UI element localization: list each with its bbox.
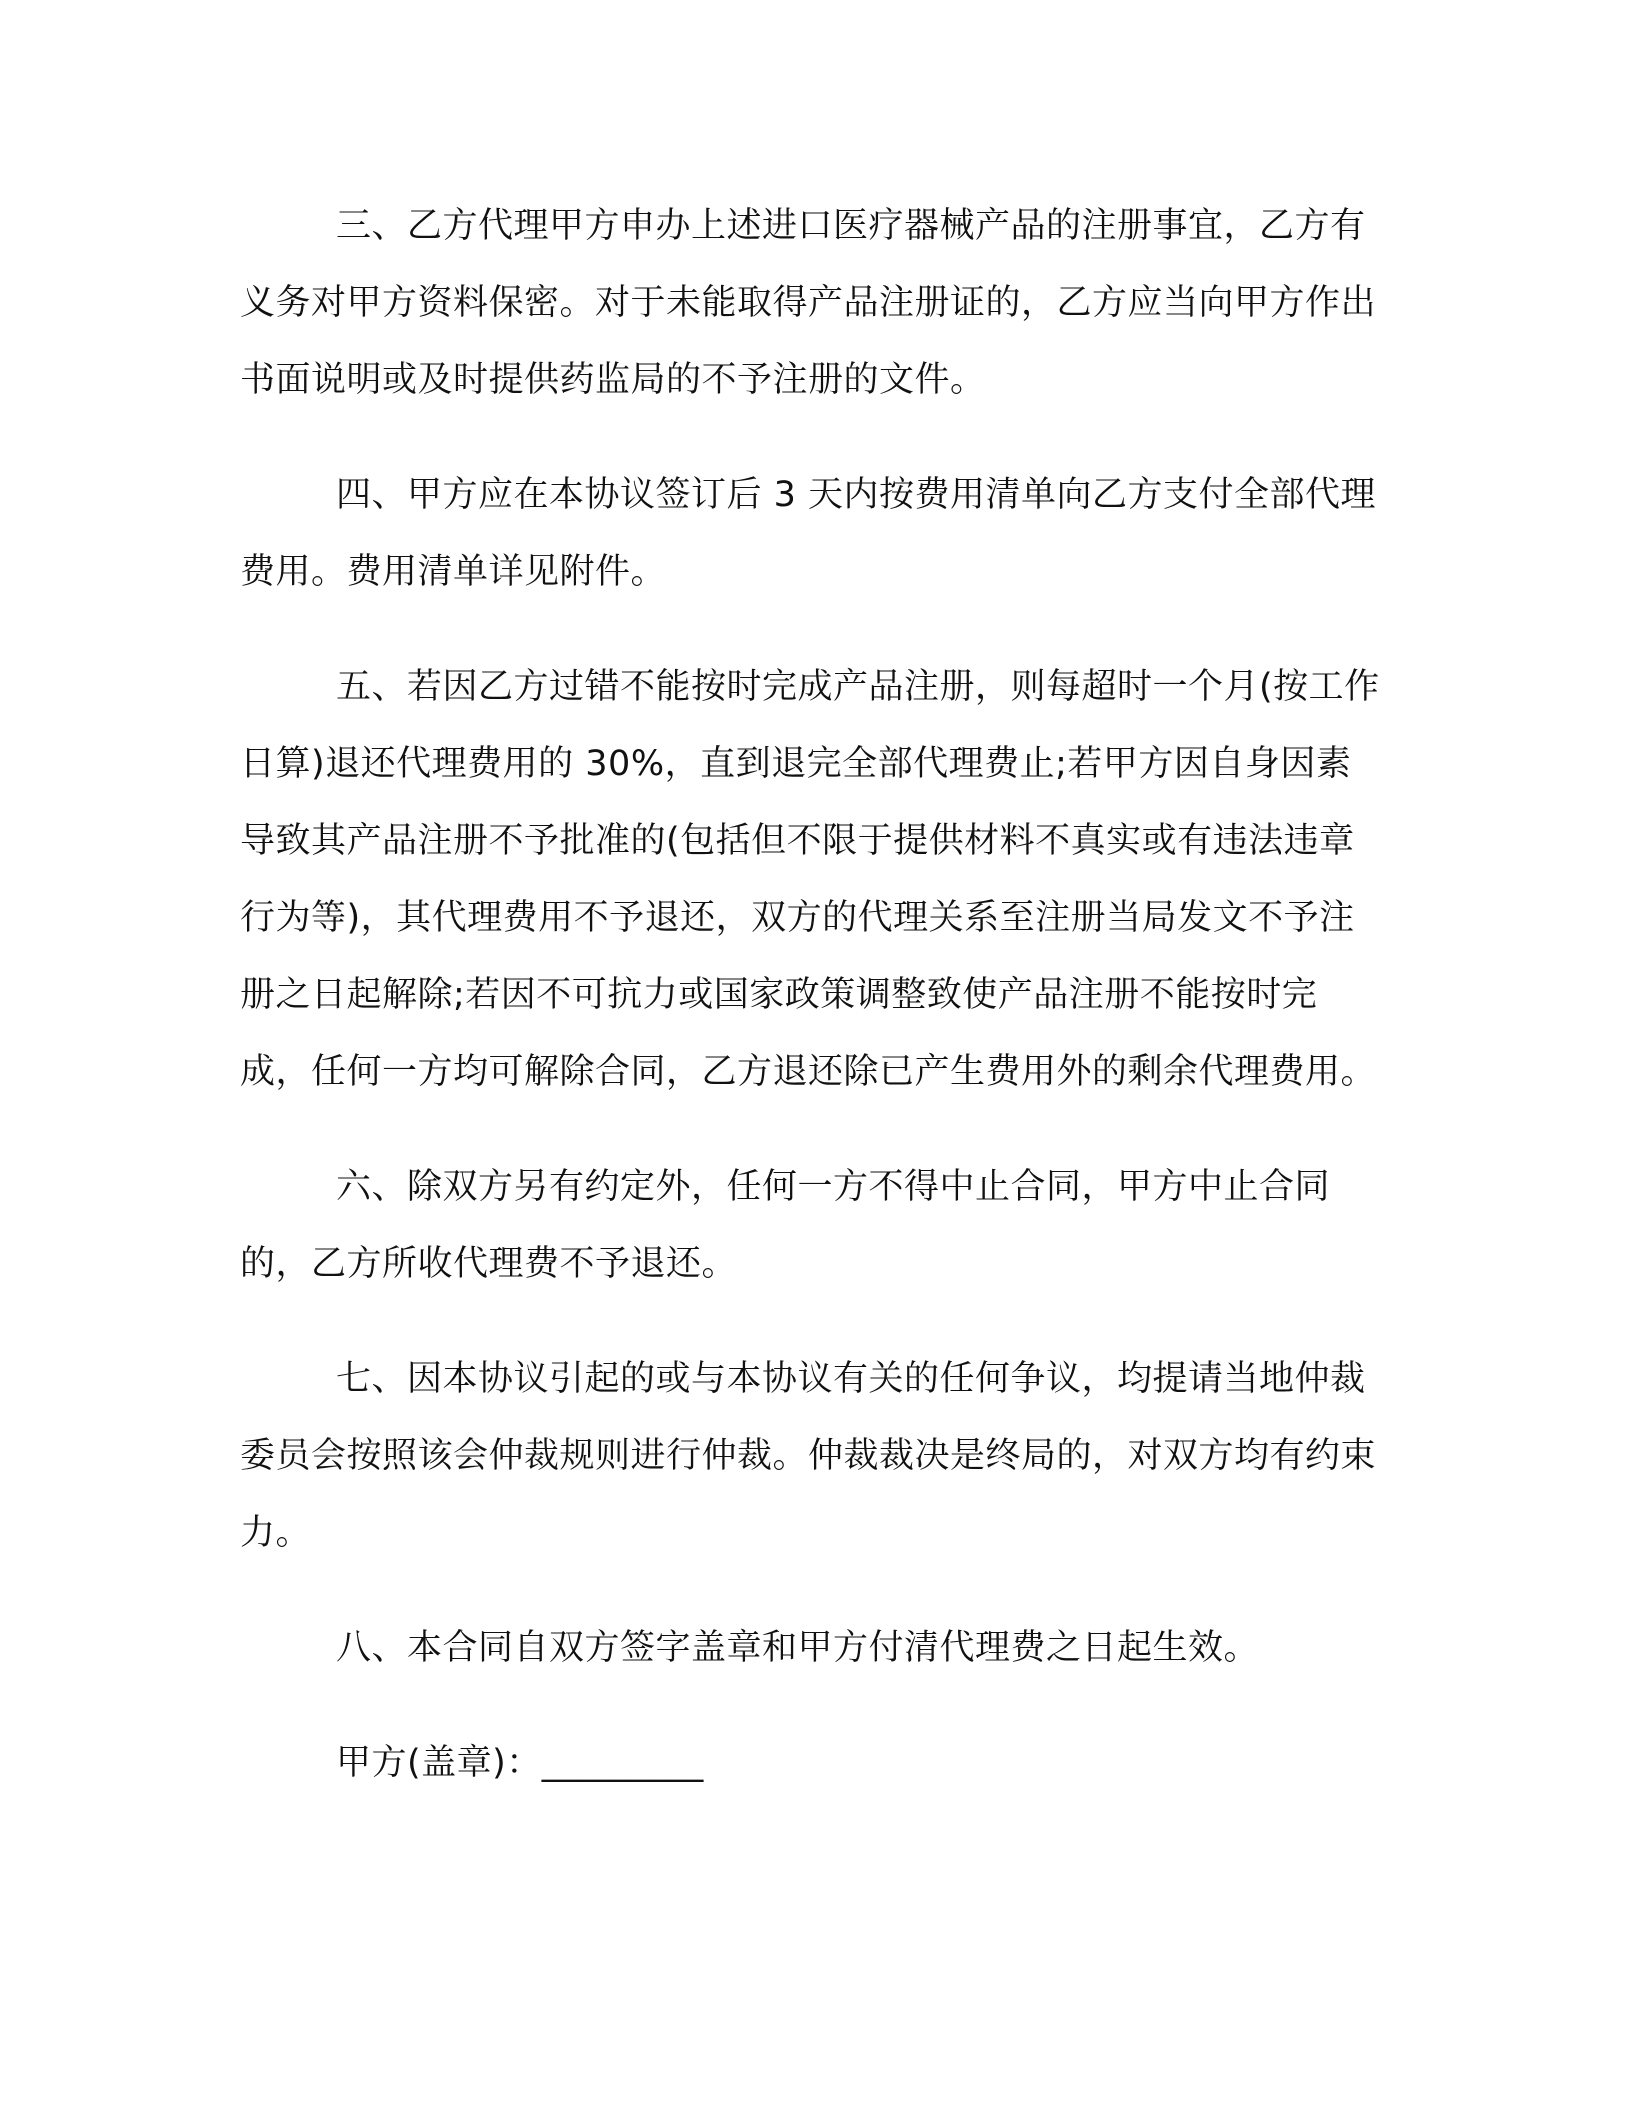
party-a-signature-line: 甲方(盖章)：_________ bbox=[336, 1743, 704, 1783]
clause-4: 四、甲方应在本协议签订后 3 天内按费用清单向乙方支付全部代理费用。费用清单详见附件。 bbox=[240, 475, 1377, 592]
clause-7: 七、因本协议引起的或与本协议有关的任何争议，均提请当地仲裁委员会按照该会仲裁规则进行仲裁。仲裁裁决是终局的，对双方均有约束力。 bbox=[240, 1359, 1377, 1553]
clause-6: 六、除双方另有约定外，任何一方不得中止合同，甲方中止合同的，乙方所收代理费不予退还。 bbox=[240, 1167, 1331, 1284]
clause-8: 八、本合同自双方签字盖章和甲方付清代理费之日起生效。 bbox=[336, 1628, 1260, 1668]
clause-3: 三、乙方代理甲方申办上述进口医疗器械产品的注册事宜，乙方有义务对甲方资料保密。对于未能取得产品注册证的，乙方应当向甲方作出书面说明或及时提供药监局的不予注册的文件。 bbox=[240, 206, 1377, 400]
clause-5: 五、若因乙方过错不能按时完成产品注册，则每超时一个月(按工作日算)退还代理费用的 30%，直到退完全部代理费止;若甲方因自身因素导致其产品注册不予批准的(包括但不限于提供材料不真实或有违法违章行为等)，其代理费用不予退还，双方的代理关系至注册当局发文不予注册之日起解除;若因不可抗力或国家政策调整致使产品注册不能按时完成，任何一方均可解除合同，乙方退还除已产生费用外的剩余代理费用。 bbox=[240, 667, 1380, 1092]
document-body bbox=[240, 188, 1380, 1802]
